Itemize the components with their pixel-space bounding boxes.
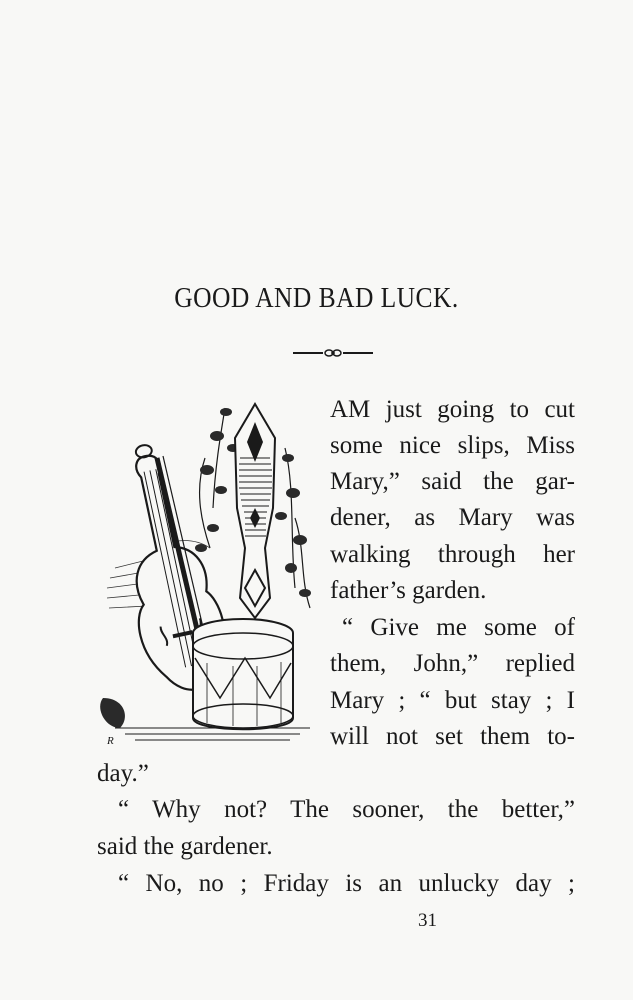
body-line-5: walking through her — [330, 541, 575, 568]
body-line-10: will not set them to- — [330, 723, 575, 750]
musical-instruments-engraving-icon — [95, 398, 320, 758]
body-line-8: them, John,” replied — [330, 650, 575, 677]
page-number: 31 — [418, 910, 437, 931]
body-line-2: some nice slips, Miss — [330, 432, 575, 459]
body-line-9: Mary ; “ but stay ; I — [330, 687, 575, 714]
svg-text:R: R — [107, 735, 114, 747]
chapter-title: GOOD AND BAD LUCK. — [174, 282, 459, 314]
body-line-4: dener, as Mary was — [330, 504, 575, 531]
body-line-12: “ Why not? The sooner, the better,” — [118, 796, 575, 823]
body-line-7: “ Give me some of — [342, 614, 575, 641]
ornamental-rule — [293, 347, 373, 359]
body-line-14: “ No, no ; Friday is an unlucky day ; — [118, 870, 575, 897]
body-line-11: day.” — [97, 760, 149, 787]
body-line-1: AM just going to cut — [330, 396, 575, 423]
body-line-13: said the gardener. — [97, 833, 273, 860]
body-line-3: Mary,” said the gar- — [330, 468, 575, 495]
body-line-6: father’s garden. — [330, 577, 487, 604]
